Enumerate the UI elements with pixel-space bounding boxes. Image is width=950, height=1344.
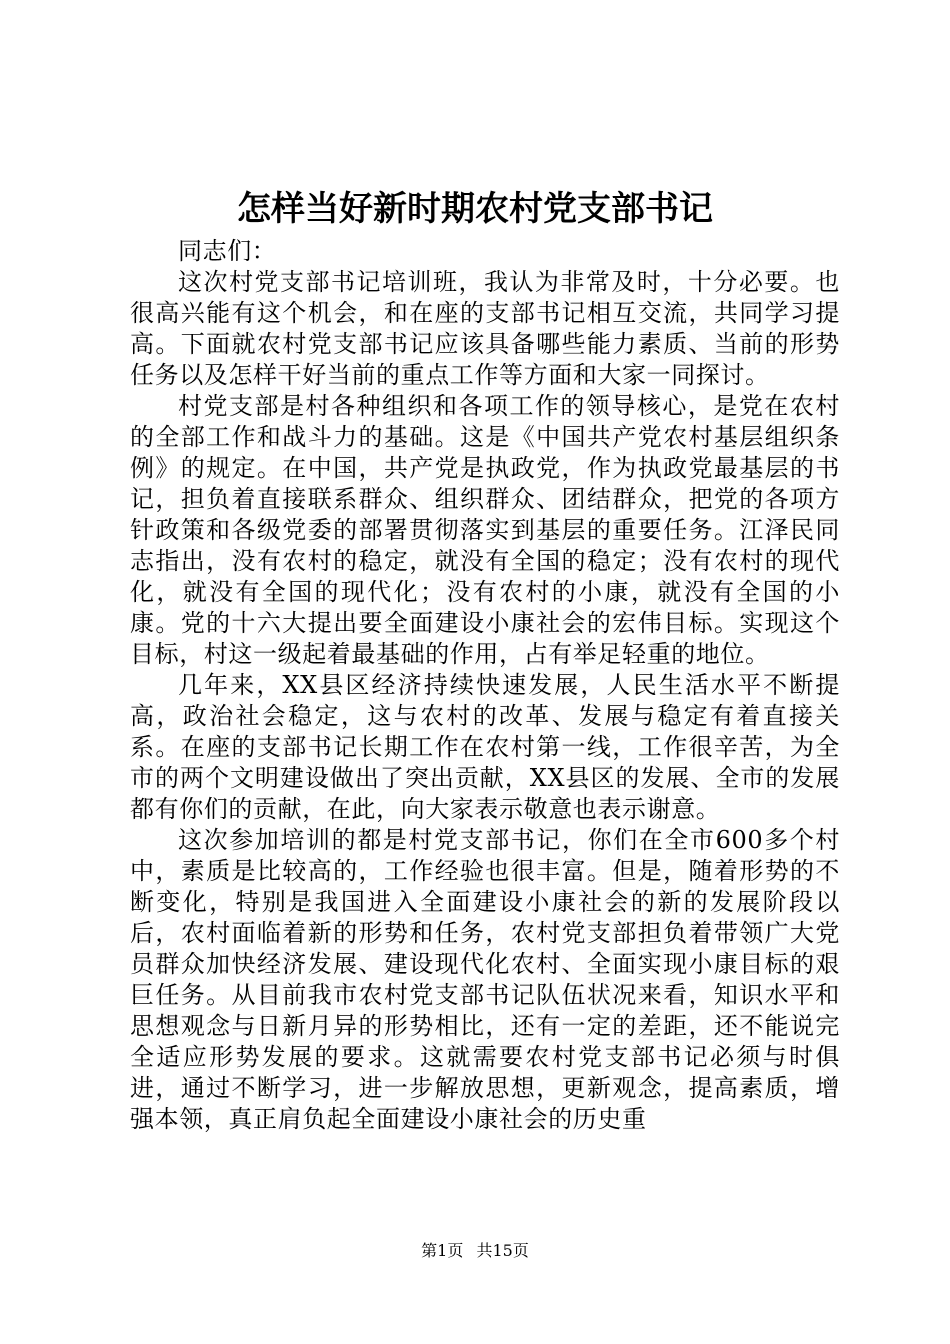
document-title: 怎样当好新时期农村党支部书记 [237,189,713,229]
paragraph-3: 几年来，XX县区经济持续快速发展，人民生活水平不断提高，政治社会稳定，这与农村的改革、发展与稳定有着直接关系。在座的支部书记长期工作在农村第一线，工作很辛苦，为全市的两个文明建设做出了突出贡献，XX县区的发展、全市的发展都有你们的贡献，在此，向大家表示敬意也表示谢意。 [130,671,840,823]
page-number: 第1页 [421,1241,464,1260]
salutation: 同志们： [178,237,277,265]
paragraph-2: 村党支部是村各种组织和各项工作的领导核心，是党在农村的全部工作和战斗力的基础。这是《中国共产党农村基层组织条例》的规定。在中国，共产党是执政党，作为执政党最基层的书记，担负着直接联系群众、组织群众、团结群众，把党的各项方针政策和各级党委的部署贯彻落实到基层的重要任务。江泽民同志指出，没有农村的稳定，就没有全国的稳定；没有农村的现代化，就没有全国的现代化；没有农村的小康，就没有全国的小康。党的十六大提出要全面建设小康社会的宏伟目标。实现这个目标，村这一级起着最基础的作用，占有举足轻重的地位。 [130,392,840,668]
document-body [130,236,840,1135]
page-total: 共15页 [476,1241,529,1260]
paragraph-4: 这次参加培训的都是村党支部书记，你们在全市600多个村中，素质是比较高的，工作经验也很丰富。但是，随着形势的不断变化，特别是我国进入全面建设小康社会的新的发展阶段以后，农村面临着新的形势和任务，农村党支部担负着带领广大党员群众加快经济发展、建设现代化农村、全面实现小康目标的艰巨任务。从目前我市农村党支部书记队伍状况来看，知识水平和思想观念与日新月异的形势相比，还有一定的差距，还不能说完全适应形势发展的要求。这就需要农村党支部书记必须与时俱进，通过不断学习，进一步解放思想，更新观念，提高素质，增强本领，真正肩负起全面建设小康社会的历史重 [130,826,840,1133]
page-footer [0,1240,950,1262]
paragraph-1: 这次村党支部书记培训班，我认为非常及时，十分必要。也很高兴能有这个机会，和在座的支部书记相互交流，共同学习提高。下面就农村党支部书记应该具备哪些能力素质、当前的形势任务以及怎样干好当前的重点工作等方面和大家一同探讨。 [130,268,840,389]
